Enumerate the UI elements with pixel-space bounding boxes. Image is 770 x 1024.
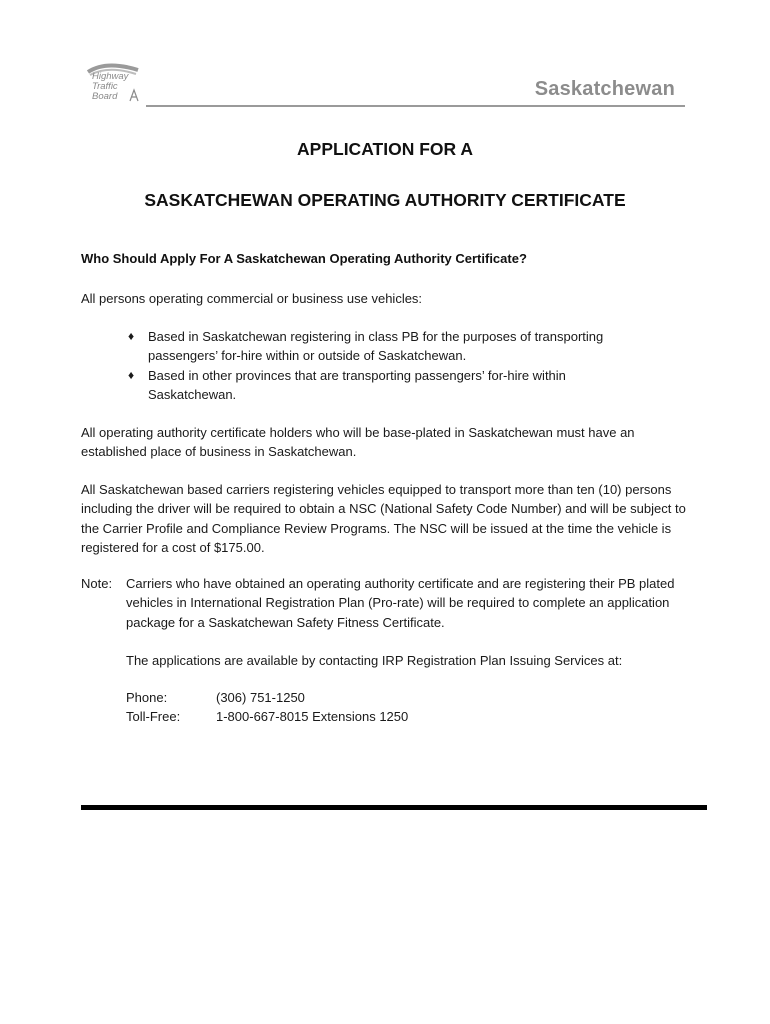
footer-divider xyxy=(81,805,707,810)
bullet-text: Based in Saskatchewan registering in class PB for the purposes of transporting passengers’ for-hire within or outside of Saskatchewan. xyxy=(148,329,604,364)
logo-line-3: Board xyxy=(92,91,118,102)
phone-label: Phone: xyxy=(126,690,168,705)
province-name: Saskatchewan xyxy=(534,78,675,100)
intro-text: All persons operating commercial or business use vehicles: xyxy=(81,291,423,306)
section-question: Who Should Apply For A Saskatchewan Operating Authority Certificate? xyxy=(81,251,527,266)
diamond-bullet-icon: ♦ xyxy=(128,367,135,382)
list-item xyxy=(128,366,648,405)
bullet-list xyxy=(128,327,648,405)
paragraph-base-plated: All operating authority certificate holders who will be base-plated in Saskatchewan must have an established place of business in Saskatchewan. xyxy=(81,425,635,460)
toll-free-value: 1-800-667-8015 Extensions 1250 xyxy=(216,709,409,724)
list-item xyxy=(128,327,648,366)
paragraph-nsc: All Saskatchewan based carriers registering vehicles equipped to transport more than ten (10) persons including the driver will be required to obtain a NSC (National Safety Code Number) and will be subject to the Carrier Profile and Compliance Review Programs. The NSC will be issued at the time the vehicle is registered for a cost of $175.00. xyxy=(81,482,686,556)
highway-traffic-board-logo xyxy=(86,58,146,104)
logo-line-2: Traffic xyxy=(92,81,118,92)
logo-line-1: Highway xyxy=(92,71,129,82)
note-text: Carriers who have obtained an operating authority certificate and are registering their PB plated vehicles in International Registration Plan (Pro-rate) will be required to complete an application package for a Saskatchewan Safety Fitness Certificate. xyxy=(126,576,675,630)
phone-value: (306) 751-1250 xyxy=(216,690,305,705)
title-line-2: SASKATCHEWAN OPERATING AUTHORITY CERTIFICATE xyxy=(144,190,626,210)
note-label: Note: xyxy=(81,576,113,591)
availability-text: The applications are available by contacting IRP Registration Plan Issuing Services at: xyxy=(126,653,623,668)
title-line-1: APPLICATION FOR A xyxy=(297,139,473,159)
toll-free-label: Toll-Free: xyxy=(126,709,181,724)
bullet-text: Based in other provinces that are transporting passengers’ for-hire within Saskatchewan. xyxy=(148,367,566,403)
diamond-bullet-icon: ♦ xyxy=(128,329,135,343)
logo-figure-icon xyxy=(128,88,140,102)
header-divider xyxy=(146,105,685,107)
